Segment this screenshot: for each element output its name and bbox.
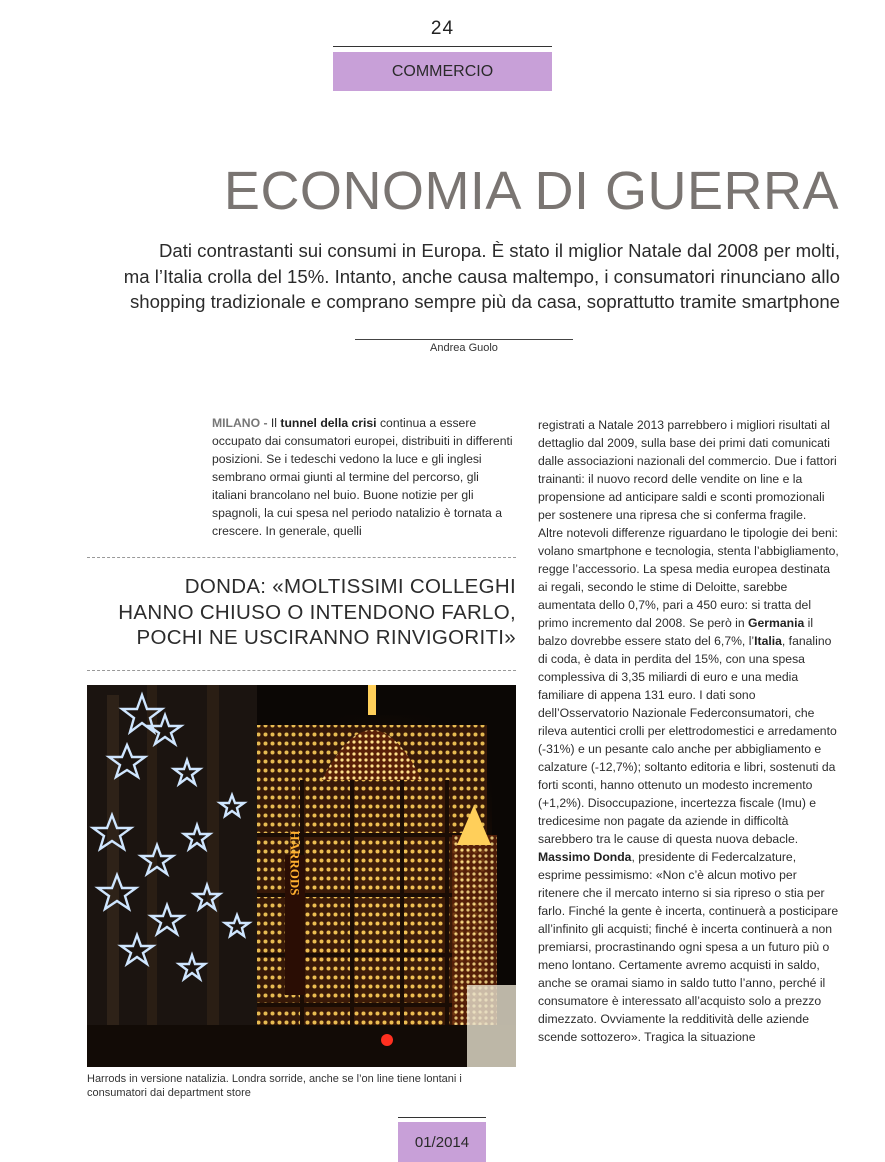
footer-rule — [398, 1117, 486, 1118]
dateline: MILANO - — [212, 416, 271, 430]
pullquote-rule-top — [87, 557, 516, 558]
body-bold: Germania — [748, 616, 805, 630]
standfirst-line: ma l’Italia crolla del 15%. Intanto, anche causa maltempo, i consumatori rinunciano allo — [123, 265, 840, 287]
pullquote-line: HANNO CHIUSO O INTENDONO FARLO, — [118, 600, 516, 624]
pullquote — [86, 574, 516, 651]
headline: ECONOMIA DI GUERRA — [223, 161, 839, 221]
body-text: Altre notevoli differenze riguardano le tipologie dei beni: volano smartphone e tecnologia, stenta l’abbigliamento, regge l’accessorio. La spesa media europea destinata ai regali, secondo le stime di Deloitte, sarebbe aumentata dello 0,7%, pari a 450 euro: si tratta del primo incremento dal 2008. Se però in — [538, 526, 839, 630]
pullquote-line: DONDA: «MOLTISSIMI COLLEGHI — [184, 575, 516, 598]
intro-text: Il — [270, 416, 281, 430]
intro-column — [212, 414, 515, 540]
pullquote-line: POCHI NE USCIRANNO RINVIGORITI» — [136, 626, 516, 649]
section-tag: COMMERCIO — [333, 52, 552, 91]
harrods-sign: HARRODS — [287, 830, 303, 896]
body-column — [538, 416, 840, 1046]
body-paragraph — [538, 848, 840, 1046]
pullquote-rule-bottom — [87, 670, 516, 671]
body-text: , fanalino di coda, è data in perdita del 15%, con una spesa complessiva di 3,35 miliardi di euro e una media familiare di appena 131 euro. I dati sono dell’Osservatorio Nazionale Federconsumatori, che rileva autentici crolli per elettrodomestici e arredamento (-31%) e un pesante calo anche per abbigliamento e calzature (-12,7%); soltanto editoria e libri, sostenuti da forti sconti, hanno ottenuto un modesto incremento (+1,2%). Disoccupazione, incertezza fiscale (Imu) e tredicesime non pagate da aziende in difficoltà sarebbero tra le cause di questa nuova debacle. — [538, 634, 837, 846]
body-paragraph: registrati a Natale 2013 parrebbero i migliori risultati al dettaglio dal 2009, sulla base dei primi dati comunicati dalle associazioni nazionali del commercio. Due i fattori trainanti: il nuovo record delle vendite on line e la propensione ad anticipare saldi e sconti promozionali per sostenere una ripresa che si conferma fragile. — [538, 418, 837, 522]
body-text: , presidente di Federcalzature, esprime pessimismo: «Non c’è alcun motivo per ritenere che il mercato interno si sia ripreso o stia per farlo. Finché la gente è incerta, continuerà a posticipare all’infinito gli acquisti; finché è incerta continuerà a non premiarsi, procrastinando ogni spesa a un futuro più o meno lontano. Certamente avremo acquisti in saldo, anche se oramai siamo in saldo tutto l’anno, perché il consumatore è interessato all’acquisto solo a prezzo dimezzato. Ovviamente la redditività delle aziende scende sottozero». Tragica la situazione — [538, 850, 839, 1044]
byline: Andrea Guolo — [430, 342, 498, 354]
intro-text: continua a essere occupato dai consumatori europei, distribuiti in differenti posizioni. Se i tedeschi vedono la luce e gli inglesi sembrano ormai giunti al termine del percorso, gli italiani brancolano nel buio. Buone notizie per gli spagnoli, la cui spesa nel periodo natalizio è tornata a crescere. In generale, quelli — [212, 416, 513, 538]
standfirst-line: Dati contrastanti sui consumi in Europa. È stato il miglior Natale dal 2008 per molti, — [158, 240, 840, 261]
harrods-illustration — [87, 685, 516, 1067]
standfirst-line: shopping tradizionale e comprano sempre più da casa, soprattutto tramite smartphone — [129, 291, 840, 313]
issue-tag: 01/2014 — [398, 1122, 486, 1162]
body-text: il balzo dovrebbe essere stato del 6,7%, l’ — [538, 616, 814, 648]
page-number: 24 — [430, 18, 455, 39]
byline-rule — [355, 339, 573, 340]
standfirst — [80, 238, 840, 315]
body-paragraph — [538, 524, 840, 848]
photo-caption: Harrods in versione natalizia. Londra sorride, anche se l’on line tiene lontani i consumatori dai department store — [87, 1073, 462, 1099]
body-bold: Italia — [754, 634, 782, 648]
body-bold: Massimo Donda — [538, 850, 632, 864]
header-rule — [333, 46, 552, 47]
intro-bold: tunnel della crisi — [280, 416, 377, 430]
harrods-photo — [87, 685, 516, 1067]
